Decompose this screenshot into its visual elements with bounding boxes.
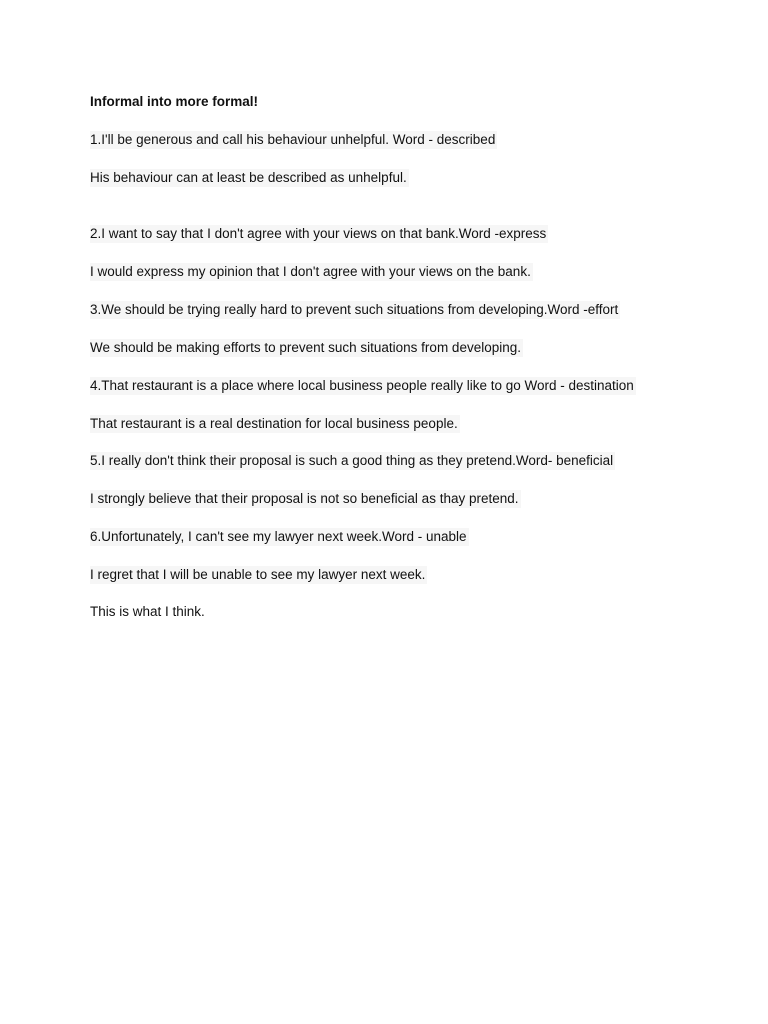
exercise-prompt-4: 4.That restaurant is a place where local business people really like to go Word - destination bbox=[90, 378, 634, 393]
document-title: Informal into more formal! bbox=[90, 94, 259, 109]
exercise-answer-5: I strongly believe that their proposal is not so beneficial as thay pretend. bbox=[90, 491, 519, 506]
exercise-answer-3: We should be making efforts to prevent such situations from developing. bbox=[90, 340, 521, 355]
exercise-prompt-2: 2.I want to say that I don't agree with your views on that bank.Word -express bbox=[90, 226, 547, 241]
exercise-answer-2: I would express my opinion that I don't agree with your views on the bank. bbox=[90, 264, 531, 279]
exercise-prompt-5: 5.I really don't think their proposal is such a good thing as they pretend.Word- beneficial bbox=[90, 453, 614, 468]
exercise-answer-6: I regret that I will be unable to see my lawyer next week. bbox=[90, 567, 426, 582]
exercise-answer-1: His behaviour can at least be described as unhelpful. bbox=[90, 170, 407, 185]
exercise-prompt-6: 6.Unfortunately, I can't see my lawyer next week.Word - unable bbox=[90, 529, 467, 544]
exercise-prompt-1: 1.I'll be generous and call his behaviour unhelpful. Word - described bbox=[90, 132, 496, 147]
exercise-prompt-3: 3.We should be trying really hard to prevent such situations from developing.Word -effort bbox=[90, 302, 619, 317]
exercise-answer-4: That restaurant is a real destination for local business people. bbox=[90, 416, 458, 431]
closing-line: This is what I think. bbox=[90, 604, 205, 619]
